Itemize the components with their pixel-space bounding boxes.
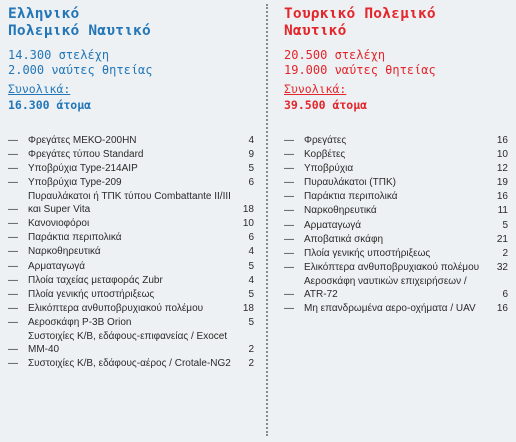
fleet-item-label: Πυραυλάκατοι (ΤΠΚ) <box>304 177 396 189</box>
fleet-item-count: 18 <box>242 302 254 314</box>
list-bullet-dash: — <box>284 219 294 231</box>
column-divider <box>266 4 268 436</box>
turkish-navy-title: Τουρκικό Πολεμικό Ναυτικό <box>284 6 436 39</box>
fleet-item-label: Πλοία γενικής υποστήριξεως <box>28 288 155 300</box>
fleet-item-label: Ελικόπτερα ανθυποβρυχιακού πολέμου <box>28 302 204 314</box>
fleet-item-count: 4 <box>248 246 254 258</box>
fleet-item-count: 5 <box>248 163 254 175</box>
fleet-item-label: Υποβρύχια <box>304 163 354 175</box>
fleet-item-count: 4 <box>248 274 254 286</box>
fleet-item-label: Μη επανδρωμένα αερο-οχήματα / UAV <box>304 302 476 314</box>
list-bullet-dash: — <box>8 218 18 230</box>
fleet-item-count: 6 <box>248 232 254 244</box>
fleet-item <box>8 149 254 162</box>
fleet-item <box>8 358 254 371</box>
greek-total-label: Συνολικά: <box>8 82 71 96</box>
fleet-item <box>8 275 254 288</box>
list-bullet-dash: — <box>8 288 18 300</box>
list-bullet-dash: — <box>8 343 18 355</box>
fleet-item-label: Συστοιχίες Κ/Β, εδάφους-αέρος / Crotale-NG2 <box>28 357 231 369</box>
fleet-item-label: Αεροσκάφη P-3B Orion <box>28 316 132 328</box>
fleet-item-label: Φρεγάτες ΜΕΚΟ-200HN <box>28 135 137 146</box>
list-bullet-dash: — <box>8 357 18 369</box>
fleet-item <box>284 191 508 204</box>
greek-staff-line-2: 2.000 ναύτες θητείας <box>8 63 153 77</box>
list-bullet-dash: — <box>8 246 18 258</box>
fleet-item <box>284 163 508 176</box>
fleet-item-count: 2 <box>248 357 254 369</box>
fleet-item <box>284 149 508 162</box>
fleet-item-label: Αεροσκάφη ναυτικών επιχειρήσεων / ATR-72 <box>304 275 467 300</box>
list-bullet-dash: — <box>284 135 294 146</box>
fleet-item-label: Κανονιοφόροι <box>28 218 90 230</box>
list-bullet-dash: — <box>284 191 294 203</box>
fleet-item <box>8 317 254 330</box>
list-bullet-dash: — <box>284 205 294 217</box>
list-bullet-dash: — <box>8 260 18 272</box>
list-bullet-dash: — <box>8 177 18 189</box>
fleet-item-count: 6 <box>248 177 254 189</box>
fleet-item-label: Ναρκοθηρευτικά <box>304 205 377 217</box>
list-bullet-dash: — <box>284 233 294 245</box>
list-bullet-dash: — <box>284 177 294 189</box>
fleet-item-count: 32 <box>496 261 508 273</box>
turkish-navy-column <box>284 0 508 442</box>
fleet-item-label: Παράκτια περιπολικά <box>28 232 122 244</box>
fleet-item <box>284 220 508 233</box>
fleet-item-label: Πλοία γενικής υποστήριξεως <box>304 247 431 259</box>
fleet-item-count: 19 <box>496 177 508 189</box>
fleet-item-count: 5 <box>248 288 254 300</box>
fleet-item-label: Πυραυλάκατοι ή ΤΠΚ τύπου Combattante II/III και Super Vita <box>28 191 231 216</box>
list-bullet-dash: — <box>8 149 18 161</box>
fleet-item <box>8 218 254 231</box>
turkish-staff-line-1: 20.500 στελέχη <box>284 48 386 62</box>
fleet-item <box>8 246 254 259</box>
fleet-item-label: Υποβρύχια Type-214AIP <box>28 163 138 175</box>
fleet-item-count: 12 <box>496 163 508 175</box>
fleet-item <box>8 135 254 148</box>
list-bullet-dash: — <box>284 163 294 175</box>
fleet-item-label: Αρματαγωγά <box>28 260 86 272</box>
greek-navy-title: Ελληνικό Πολεμικό Ναυτικό <box>8 6 151 39</box>
list-bullet-dash: — <box>284 261 294 273</box>
fleet-item-count: 4 <box>248 135 254 146</box>
fleet-item-count: 16 <box>496 302 508 314</box>
fleet-item <box>284 234 508 247</box>
list-bullet-dash: — <box>8 135 18 146</box>
fleet-item-count: 2 <box>248 343 254 355</box>
fleet-item-label: Ελικόπτερα ανθυποβρυχιακού πολέμου <box>304 261 480 273</box>
fleet-item <box>284 276 508 302</box>
fleet-item-count: 5 <box>248 316 254 328</box>
fleet-item-count: 21 <box>496 233 508 245</box>
fleet-item <box>284 177 508 190</box>
fleet-item-label: Πλοία ταχείας μεταφοράς Zubr <box>28 274 163 286</box>
fleet-item <box>284 205 508 218</box>
fleet-item-label: Αποβατικά σκάφη <box>304 233 384 245</box>
fleet-item-count: 10 <box>496 149 508 161</box>
list-bullet-dash: — <box>8 274 18 286</box>
fleet-item-label: Κορβέτες <box>304 149 346 161</box>
fleet-item-label: Συστοιχίες Κ/Β, εδάφους-επιφανείας / Exocet MM-40 <box>28 331 228 355</box>
fleet-item <box>284 303 508 316</box>
turkish-total-value: 39.500 άτομα <box>284 98 368 112</box>
list-bullet-dash: — <box>284 288 294 300</box>
turkish-fleet-list <box>284 135 508 317</box>
greek-staff-count <box>8 48 254 78</box>
turkish-total-label: Συνολικά: <box>284 82 347 96</box>
fleet-item <box>8 191 254 217</box>
list-bullet-dash: — <box>284 247 294 259</box>
fleet-item <box>284 248 508 261</box>
fleet-item <box>8 232 254 245</box>
list-bullet-dash: — <box>8 163 18 175</box>
fleet-item-count: 9 <box>248 149 254 161</box>
fleet-item-count: 18 <box>242 204 254 216</box>
turkish-staff-count <box>284 48 508 78</box>
fleet-item-count: 2 <box>502 247 508 259</box>
fleet-item <box>8 303 254 316</box>
greek-staff-line-1: 14.300 στελέχη <box>8 48 110 62</box>
fleet-item-count: 16 <box>496 191 508 203</box>
fleet-item-count: 5 <box>248 260 254 272</box>
list-bullet-dash: — <box>8 204 18 216</box>
fleet-item-label: Ναρκοθηρευτικά <box>28 246 101 258</box>
fleet-item-count: 11 <box>497 205 508 217</box>
list-bullet-dash: — <box>8 232 18 244</box>
fleet-item-count: 10 <box>242 218 254 230</box>
fleet-item-label: Αρματαγωγά <box>304 219 362 231</box>
turkish-staff-line-2: 19.000 ναύτες θητείας <box>284 63 436 77</box>
fleet-item-label: Φρεγάτες τύπου Standard <box>28 149 144 161</box>
fleet-item-count: 5 <box>502 219 508 231</box>
fleet-item-label: Φρεγάτες <box>304 135 347 146</box>
list-bullet-dash: — <box>284 302 294 314</box>
greek-navy-column <box>8 0 254 442</box>
greek-fleet-list <box>8 135 254 372</box>
fleet-item-label: Υποβρύχια Type-209 <box>28 177 122 189</box>
fleet-item <box>8 177 254 190</box>
list-bullet-dash: — <box>284 149 294 161</box>
fleet-item <box>284 135 508 148</box>
fleet-item <box>8 331 254 357</box>
fleet-item-count: 16 <box>496 135 508 146</box>
fleet-item-label: Παράκτια περιπολικά <box>304 191 398 203</box>
list-bullet-dash: — <box>8 302 18 314</box>
fleet-item <box>8 289 254 302</box>
fleet-item-count: 6 <box>502 288 508 300</box>
fleet-item <box>284 262 508 275</box>
greek-total-value: 16.300 άτομα <box>8 98 92 112</box>
list-bullet-dash: — <box>8 316 18 328</box>
fleet-item <box>8 261 254 274</box>
fleet-item <box>8 163 254 176</box>
